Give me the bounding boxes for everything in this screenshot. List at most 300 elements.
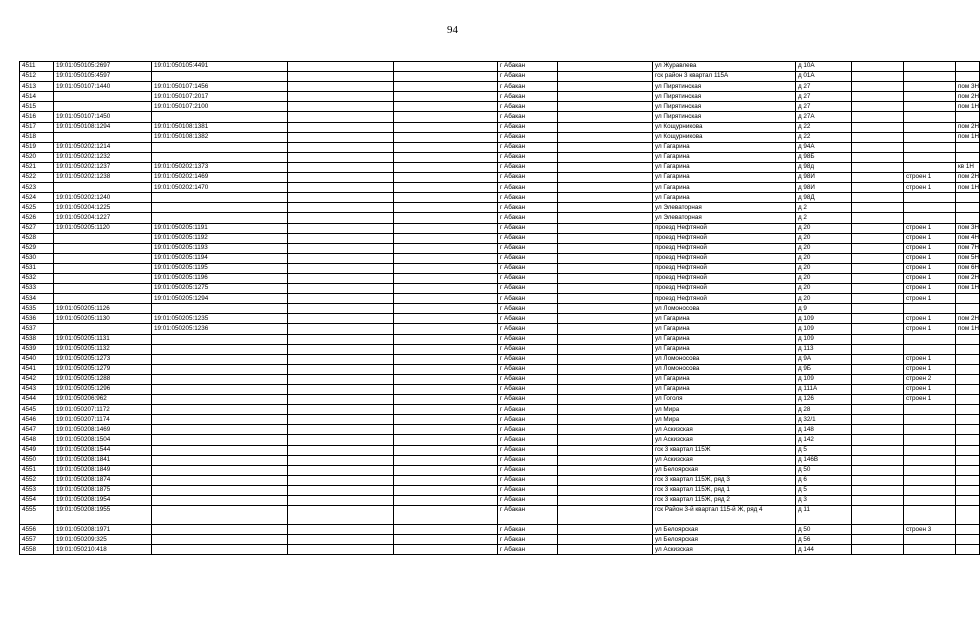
empty-cell-b xyxy=(394,92,498,102)
empty-cell-d xyxy=(852,223,904,233)
unit-cadastral-cell xyxy=(152,496,288,506)
empty-cell-c xyxy=(558,314,653,324)
empty-cell-b xyxy=(394,213,498,223)
cadastral-number-cell: 19:01:050202:1232 xyxy=(54,152,152,162)
house-cell: д 20 xyxy=(796,253,852,263)
unit-cadastral-cell xyxy=(152,425,288,435)
unit-cadastral-cell xyxy=(152,142,288,152)
empty-cell-d xyxy=(852,405,904,415)
building-cell: строен 1 xyxy=(904,395,956,405)
city-cell: г Абакан xyxy=(498,112,558,122)
table-row xyxy=(20,354,980,364)
unit-cadastral-cell: 19:01:050205:1294 xyxy=(152,294,288,304)
street-cell: ул Кощурникова xyxy=(653,132,796,142)
row-number-cell: 4530 xyxy=(20,253,54,263)
registry-table xyxy=(19,61,980,555)
table-row xyxy=(20,506,980,525)
empty-cell-c xyxy=(558,465,653,475)
unit-cadastral-cell: 19:01:050105:4491 xyxy=(152,62,288,72)
empty-cell-d xyxy=(852,314,904,324)
empty-cell-c xyxy=(558,173,653,183)
street-cell: ул Гагарина xyxy=(653,334,796,344)
building-cell xyxy=(904,62,956,72)
row-number-cell: 4522 xyxy=(20,173,54,183)
empty-cell-a xyxy=(288,314,394,324)
street-cell: гск район 3 квартал 115А xyxy=(653,72,796,82)
table-row xyxy=(20,263,980,273)
table-row xyxy=(20,203,980,213)
unit-cadastral-cell xyxy=(152,395,288,405)
house-cell: д 6 xyxy=(796,475,852,485)
cadastral-number-cell xyxy=(54,253,152,263)
city-cell: г Абакан xyxy=(498,425,558,435)
unit-cadastral-cell: 19:01:050205:1275 xyxy=(152,284,288,294)
street-cell: ул Гагарина xyxy=(653,374,796,384)
cadastral-number-cell: 19:01:050208:1841 xyxy=(54,455,152,465)
street-cell: ул Гагарина xyxy=(653,152,796,162)
house-cell: д 5 xyxy=(796,445,852,455)
premises-cell: пом 1Н xyxy=(956,183,980,193)
street-cell: ул Аскизская xyxy=(653,435,796,445)
building-cell: строен 1 xyxy=(904,354,956,364)
empty-cell-c xyxy=(558,183,653,193)
empty-cell-b xyxy=(394,62,498,72)
building-cell: строен 1 xyxy=(904,284,956,294)
premises-cell xyxy=(956,485,980,495)
empty-cell-d xyxy=(852,173,904,183)
unit-cadastral-cell xyxy=(152,334,288,344)
row-number-cell: 4535 xyxy=(20,304,54,314)
empty-cell-b xyxy=(394,344,498,354)
row-number-cell: 4548 xyxy=(20,435,54,445)
premises-cell xyxy=(956,374,980,384)
table-row xyxy=(20,233,980,243)
building-cell: строен 1 xyxy=(904,273,956,283)
city-cell: г Абакан xyxy=(498,233,558,243)
empty-cell-b xyxy=(394,284,498,294)
table-row xyxy=(20,425,980,435)
city-cell: г Абакан xyxy=(498,344,558,354)
table-row xyxy=(20,122,980,132)
city-cell: г Абакан xyxy=(498,445,558,455)
city-cell: г Абакан xyxy=(498,465,558,475)
building-cell xyxy=(904,82,956,92)
street-cell: ул Мира xyxy=(653,405,796,415)
street-cell: гск 3 квартал 115Ж, ряд 3 xyxy=(653,475,796,485)
empty-cell-a xyxy=(288,193,394,203)
row-number-cell: 4518 xyxy=(20,132,54,142)
empty-cell-a xyxy=(288,183,394,193)
empty-cell-c xyxy=(558,203,653,213)
house-cell: д 98Д xyxy=(796,193,852,203)
empty-cell-c xyxy=(558,435,653,445)
empty-cell-a xyxy=(288,324,394,334)
row-number-cell: 4542 xyxy=(20,374,54,384)
empty-cell-c xyxy=(558,415,653,425)
cadastral-number-cell: 19:01:050204:1225 xyxy=(54,203,152,213)
building-cell xyxy=(904,485,956,495)
empty-cell-a xyxy=(288,525,394,535)
empty-cell-a xyxy=(288,82,394,92)
house-cell: д 01А xyxy=(796,72,852,82)
table-row xyxy=(20,535,980,545)
page-number: 94 xyxy=(447,24,458,36)
unit-cadastral-cell xyxy=(152,445,288,455)
street-cell: гск 3 квартал 115Ж, ряд 1 xyxy=(653,485,796,495)
empty-cell-c xyxy=(558,304,653,314)
table-row xyxy=(20,395,980,405)
street-cell: ул Элеваторная xyxy=(653,213,796,223)
city-cell: г Абакан xyxy=(498,142,558,152)
city-cell: г Абакан xyxy=(498,334,558,344)
empty-cell-c xyxy=(558,223,653,233)
premises-cell xyxy=(956,465,980,475)
empty-cell-c xyxy=(558,455,653,465)
empty-cell-d xyxy=(852,385,904,395)
empty-cell-a xyxy=(288,364,394,374)
street-cell: ул Пирятинская xyxy=(653,92,796,102)
building-cell: строен 1 xyxy=(904,324,956,334)
empty-cell-b xyxy=(394,243,498,253)
cadastral-number-cell: 19:01:050202:1214 xyxy=(54,142,152,152)
building-cell xyxy=(904,122,956,132)
empty-cell-a xyxy=(288,62,394,72)
unit-cadastral-cell xyxy=(152,203,288,213)
row-number-cell: 4544 xyxy=(20,395,54,405)
empty-cell-b xyxy=(394,364,498,374)
empty-cell-c xyxy=(558,122,653,132)
house-cell: д 20 xyxy=(796,273,852,283)
city-cell: г Абакан xyxy=(498,173,558,183)
cadastral-number-cell: 19:01:050207:1174 xyxy=(54,415,152,425)
unit-cadastral-cell xyxy=(152,455,288,465)
street-cell: ул Гагарина xyxy=(653,183,796,193)
empty-cell-b xyxy=(394,152,498,162)
row-number-cell: 4523 xyxy=(20,183,54,193)
house-cell: д 148 xyxy=(796,425,852,435)
building-cell xyxy=(904,535,956,545)
empty-cell-b xyxy=(394,374,498,384)
empty-cell-d xyxy=(852,525,904,535)
city-cell: г Абакан xyxy=(498,132,558,142)
city-cell: г Абакан xyxy=(498,152,558,162)
building-cell: строен 1 xyxy=(904,263,956,273)
premises-cell: пом 3Н xyxy=(956,82,980,92)
empty-cell-c xyxy=(558,213,653,223)
house-cell: д 113 xyxy=(796,344,852,354)
table-row xyxy=(20,485,980,495)
row-number-cell: 4527 xyxy=(20,223,54,233)
cadastral-number-cell: 19:01:050208:1874 xyxy=(54,475,152,485)
street-cell: ул Гагарина xyxy=(653,173,796,183)
row-number-cell: 4557 xyxy=(20,535,54,545)
row-number-cell: 4551 xyxy=(20,465,54,475)
row-number-cell: 4541 xyxy=(20,364,54,374)
empty-cell-b xyxy=(394,223,498,233)
empty-cell-b xyxy=(394,183,498,193)
empty-cell-c xyxy=(558,506,653,525)
empty-cell-d xyxy=(852,213,904,223)
building-cell xyxy=(904,405,956,415)
table-row xyxy=(20,475,980,485)
empty-cell-a xyxy=(288,334,394,344)
street-cell: проезд Нефтяной xyxy=(653,243,796,253)
empty-cell-b xyxy=(394,485,498,495)
empty-cell-d xyxy=(852,284,904,294)
street-cell: ул Ломоносова xyxy=(653,304,796,314)
premises-cell xyxy=(956,395,980,405)
building-cell: строен 1 xyxy=(904,253,956,263)
city-cell: г Абакан xyxy=(498,122,558,132)
empty-cell-d xyxy=(852,193,904,203)
empty-cell-d xyxy=(852,344,904,354)
empty-cell-c xyxy=(558,132,653,142)
cadastral-number-cell: 19:01:050205:1273 xyxy=(54,354,152,364)
premises-cell: пом 4Н xyxy=(956,233,980,243)
empty-cell-b xyxy=(394,273,498,283)
empty-cell-c xyxy=(558,152,653,162)
house-cell: д 50 xyxy=(796,525,852,535)
cadastral-number-cell: 19:01:050108:1294 xyxy=(54,122,152,132)
empty-cell-d xyxy=(852,485,904,495)
table-row xyxy=(20,284,980,294)
row-number-cell: 4513 xyxy=(20,82,54,92)
premises-cell: пом 2Н xyxy=(956,273,980,283)
cadastral-number-cell: 19:01:050206:962 xyxy=(54,395,152,405)
premises-cell xyxy=(956,525,980,535)
empty-cell-b xyxy=(394,385,498,395)
building-cell: строен 1 xyxy=(904,243,956,253)
empty-cell-a xyxy=(288,485,394,495)
table-row xyxy=(20,334,980,344)
house-cell: д 98И xyxy=(796,183,852,193)
table-row xyxy=(20,455,980,465)
empty-cell-d xyxy=(852,545,904,555)
cadastral-number-cell: 19:01:050208:1954 xyxy=(54,496,152,506)
premises-cell xyxy=(956,344,980,354)
street-cell: ул Гагарина xyxy=(653,142,796,152)
building-cell: строен 1 xyxy=(904,314,956,324)
empty-cell-d xyxy=(852,304,904,314)
building-cell: строен 2 xyxy=(904,374,956,384)
empty-cell-b xyxy=(394,294,498,304)
city-cell: г Абакан xyxy=(498,193,558,203)
row-number-cell: 4519 xyxy=(20,142,54,152)
empty-cell-d xyxy=(852,455,904,465)
house-cell: д 10А xyxy=(796,62,852,72)
empty-cell-c xyxy=(558,344,653,354)
building-cell xyxy=(904,445,956,455)
unit-cadastral-cell xyxy=(152,374,288,384)
house-cell: д 11 xyxy=(796,506,852,525)
city-cell: г Абакан xyxy=(498,92,558,102)
empty-cell-c xyxy=(558,253,653,263)
table-row xyxy=(20,193,980,203)
empty-cell-a xyxy=(288,173,394,183)
cadastral-number-cell: 19:01:050202:1240 xyxy=(54,193,152,203)
table-row xyxy=(20,374,980,384)
empty-cell-b xyxy=(394,425,498,435)
empty-cell-b xyxy=(394,334,498,344)
cadastral-number-cell: 19:01:050205:1130 xyxy=(54,314,152,324)
premises-cell xyxy=(956,294,980,304)
empty-cell-a xyxy=(288,284,394,294)
empty-cell-b xyxy=(394,142,498,152)
premises-cell: кв 1Н xyxy=(956,162,980,172)
empty-cell-b xyxy=(394,415,498,425)
city-cell: г Абакан xyxy=(498,273,558,283)
unit-cadastral-cell xyxy=(152,545,288,555)
empty-cell-b xyxy=(394,465,498,475)
premises-cell xyxy=(956,203,980,213)
unit-cadastral-cell xyxy=(152,72,288,82)
building-cell xyxy=(904,304,956,314)
empty-cell-b xyxy=(394,354,498,364)
house-cell: д 3 xyxy=(796,496,852,506)
cadastral-number-cell: 19:01:050202:1238 xyxy=(54,173,152,183)
cadastral-number-cell: 19:01:050208:1849 xyxy=(54,465,152,475)
empty-cell-a xyxy=(288,496,394,506)
empty-cell-b xyxy=(394,162,498,172)
row-number-cell: 4546 xyxy=(20,415,54,425)
city-cell: г Абакан xyxy=(498,253,558,263)
cadastral-number-cell: 19:01:050208:1544 xyxy=(54,445,152,455)
unit-cadastral-cell xyxy=(152,485,288,495)
city-cell: г Абакан xyxy=(498,82,558,92)
building-cell xyxy=(904,72,956,82)
premises-cell xyxy=(956,72,980,82)
city-cell: г Абакан xyxy=(498,385,558,395)
empty-cell-a xyxy=(288,223,394,233)
city-cell: г Абакан xyxy=(498,485,558,495)
empty-cell-b xyxy=(394,535,498,545)
building-cell xyxy=(904,545,956,555)
empty-cell-c xyxy=(558,284,653,294)
unit-cadastral-cell: 19:01:050107:1456 xyxy=(152,82,288,92)
unit-cadastral-cell xyxy=(152,344,288,354)
house-cell: д 27 xyxy=(796,82,852,92)
table-row xyxy=(20,496,980,506)
unit-cadastral-cell xyxy=(152,525,288,535)
cadastral-number-cell: 19:01:050208:1875 xyxy=(54,485,152,495)
cadastral-number-cell xyxy=(54,243,152,253)
house-cell: д 20 xyxy=(796,233,852,243)
table-row xyxy=(20,415,980,425)
empty-cell-d xyxy=(852,122,904,132)
table-row xyxy=(20,385,980,395)
empty-cell-a xyxy=(288,233,394,243)
cadastral-number-cell: 19:01:050207:1172 xyxy=(54,405,152,415)
premises-cell xyxy=(956,193,980,203)
cadastral-number-cell xyxy=(54,273,152,283)
street-cell: ул Кощурникова xyxy=(653,122,796,132)
empty-cell-a xyxy=(288,545,394,555)
street-cell: проезд Нефтяной xyxy=(653,223,796,233)
row-number-cell: 4538 xyxy=(20,334,54,344)
empty-cell-c xyxy=(558,162,653,172)
empty-cell-b xyxy=(394,102,498,112)
empty-cell-b xyxy=(394,324,498,334)
row-number-cell: 4547 xyxy=(20,425,54,435)
cadastral-number-cell: 19:01:050208:1469 xyxy=(54,425,152,435)
house-cell: д 142 xyxy=(796,435,852,445)
house-cell: д 56 xyxy=(796,535,852,545)
row-number-cell: 4536 xyxy=(20,314,54,324)
cadastral-number-cell xyxy=(54,233,152,243)
empty-cell-c xyxy=(558,263,653,273)
empty-cell-b xyxy=(394,132,498,142)
empty-cell-d xyxy=(852,445,904,455)
unit-cadastral-cell: 19:01:050107:2100 xyxy=(152,102,288,112)
empty-cell-d xyxy=(852,82,904,92)
premises-cell xyxy=(956,112,980,122)
unit-cadastral-cell xyxy=(152,415,288,425)
empty-cell-a xyxy=(288,273,394,283)
empty-cell-a xyxy=(288,112,394,122)
empty-cell-c xyxy=(558,193,653,203)
row-number-cell: 4533 xyxy=(20,284,54,294)
city-cell: г Абакан xyxy=(498,102,558,112)
premises-cell: пом 7Н xyxy=(956,243,980,253)
table-row xyxy=(20,223,980,233)
building-cell xyxy=(904,162,956,172)
row-number-cell: 4534 xyxy=(20,294,54,304)
row-number-cell: 4539 xyxy=(20,344,54,354)
empty-cell-a xyxy=(288,263,394,273)
unit-cadastral-cell: 19:01:050205:1196 xyxy=(152,273,288,283)
street-cell: проезд Нефтяной xyxy=(653,284,796,294)
unit-cadastral-cell xyxy=(152,435,288,445)
street-cell: проезд Нефтяной xyxy=(653,253,796,263)
empty-cell-c xyxy=(558,82,653,92)
empty-cell-a xyxy=(288,425,394,435)
empty-cell-d xyxy=(852,496,904,506)
table-row xyxy=(20,173,980,183)
city-cell: г Абакан xyxy=(498,535,558,545)
house-cell: д 111А xyxy=(796,385,852,395)
row-number-cell: 4532 xyxy=(20,273,54,283)
unit-cadastral-cell: 19:01:050202:1373 xyxy=(152,162,288,172)
house-cell: д 9Б xyxy=(796,364,852,374)
cadastral-number-cell xyxy=(54,132,152,142)
city-cell: г Абакан xyxy=(498,223,558,233)
city-cell: г Абакан xyxy=(498,354,558,364)
building-cell xyxy=(904,455,956,465)
empty-cell-c xyxy=(558,496,653,506)
empty-cell-b xyxy=(394,304,498,314)
premises-cell xyxy=(956,385,980,395)
empty-cell-c xyxy=(558,142,653,152)
empty-cell-b xyxy=(394,445,498,455)
building-cell xyxy=(904,213,956,223)
empty-cell-d xyxy=(852,364,904,374)
premises-cell: пом 2Н xyxy=(956,314,980,324)
empty-cell-d xyxy=(852,334,904,344)
row-number-cell: 4558 xyxy=(20,545,54,555)
table-row xyxy=(20,82,980,92)
premises-cell: пом 1Н xyxy=(956,284,980,294)
empty-cell-d xyxy=(852,233,904,243)
house-cell: д 94А xyxy=(796,142,852,152)
empty-cell-c xyxy=(558,294,653,304)
empty-cell-a xyxy=(288,243,394,253)
table-row xyxy=(20,465,980,475)
building-cell: строен 1 xyxy=(904,223,956,233)
building-cell xyxy=(904,92,956,102)
table-row xyxy=(20,525,980,535)
empty-cell-a xyxy=(288,294,394,304)
premises-cell xyxy=(956,506,980,525)
